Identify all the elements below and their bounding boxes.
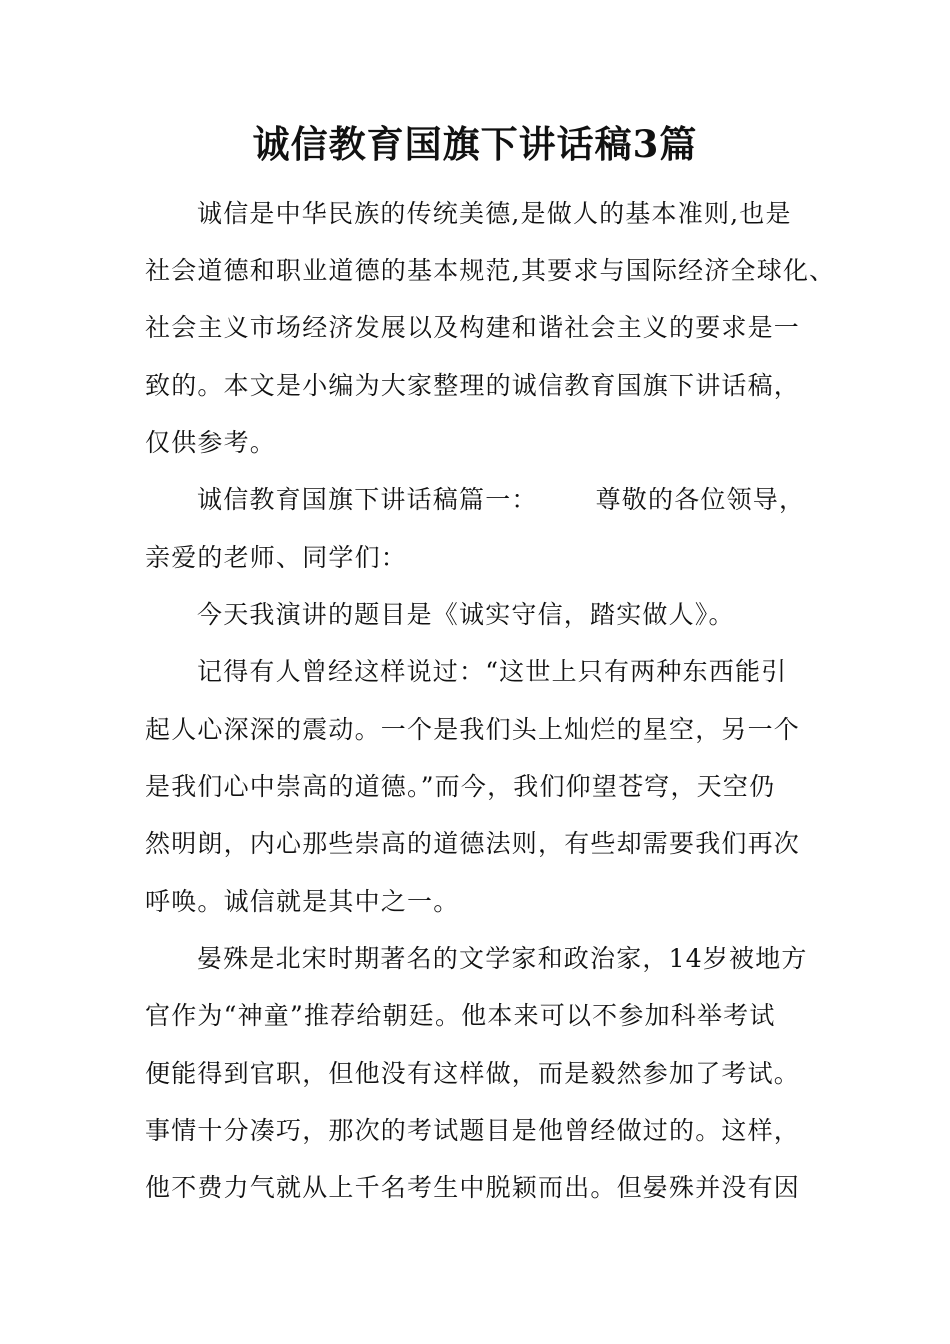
paragraph-line [197, 482, 805, 518]
paragraph-line: 然明朗，内心那些崇高的道德法则，有些却需要我们再次 [145, 829, 801, 858]
paragraph-line: 晏殊是北宋时期著名的文学家和政治家，14岁被地方 [197, 944, 808, 973]
paragraph-line: 事情十分凑巧，那次的考试题目是他曾经做过的。这样， [145, 1116, 801, 1145]
paragraph-line: 今天我演讲的题目是《诚实守信，踏实做人》。 [197, 600, 735, 629]
paragraph-line: 起人心深深的震动。一个是我们头上灿烂的星空，另一个 [145, 715, 801, 744]
section-heading: 诚信教育国旗下讲话稿篇一： [197, 485, 538, 514]
paragraph-line: 呼唤。诚信就是其中之一。 [145, 887, 460, 916]
salutation: 尊敬的各位领导， [595, 485, 806, 514]
paragraph-line: 社会主义市场经济发展以及构建和谐社会主义的要求是一 [145, 313, 801, 342]
paragraph-line: 便能得到官职，但他没有这样做，而是毅然参加了考试。 [145, 1059, 801, 1088]
paragraph-line: 是我们心中崇高的道德。”而今，我们仰望苍穹，天空仍 [145, 772, 776, 801]
paragraph-line: 诚信是中华民族的传统美德,是做人的基本准则,也是 [197, 199, 792, 228]
paragraph-line: 社会道德和职业道德的基本规范,其要求与国际经济全球化、 [145, 256, 836, 285]
document-title: 诚信教育国旗下讲话稿3篇 [252, 122, 698, 166]
paragraph-line: 仅供参考。 [145, 428, 277, 457]
paragraph-line: 致的。本文是小编为大家整理的诚信教育国旗下讲话稿， [145, 371, 801, 400]
paragraph-line: 他不费力气就从上千名考生中脱颖而出。但晏殊并没有因 [145, 1173, 801, 1202]
paragraph-line: 记得有人曾经这样说过：“这世上只有两种东西能引 [197, 657, 788, 686]
paragraph-line: 官作为“神童”推荐给朝廷。他本来可以不参加科举考试 [145, 1001, 776, 1030]
paragraph-line: 亲爱的老师、同学们： [145, 543, 408, 572]
